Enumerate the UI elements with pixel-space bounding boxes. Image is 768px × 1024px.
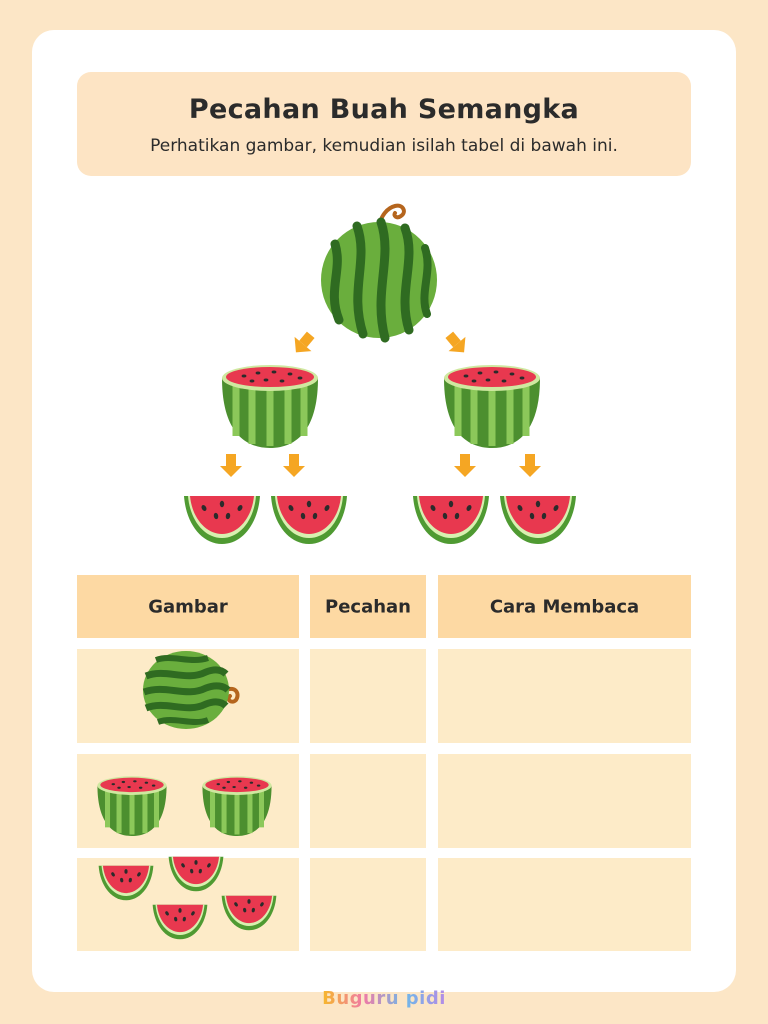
watermelon-slice-icon — [99, 866, 154, 901]
table-header-pecahan: Pecahan — [310, 575, 426, 638]
watermelon-half-icon — [202, 776, 271, 836]
instruction-text: Perhatikan gambar, kemudian isilah tabel di bawah ini. — [150, 136, 618, 156]
whole-watermelon-icon — [143, 651, 238, 729]
watermelon-slice-icon — [169, 857, 224, 892]
watermelon-slice-icon — [222, 896, 277, 931]
watermelon-half-icon — [97, 776, 166, 836]
table-header-gambar: Gambar — [77, 575, 299, 638]
table-header-cara-membaca: Cara Membaca — [438, 575, 691, 638]
brand-logo: Buguru pidi — [322, 988, 446, 1009]
page-title: Pecahan Buah Semangka — [188, 94, 580, 125]
watermelon-slice-icon — [153, 905, 208, 940]
